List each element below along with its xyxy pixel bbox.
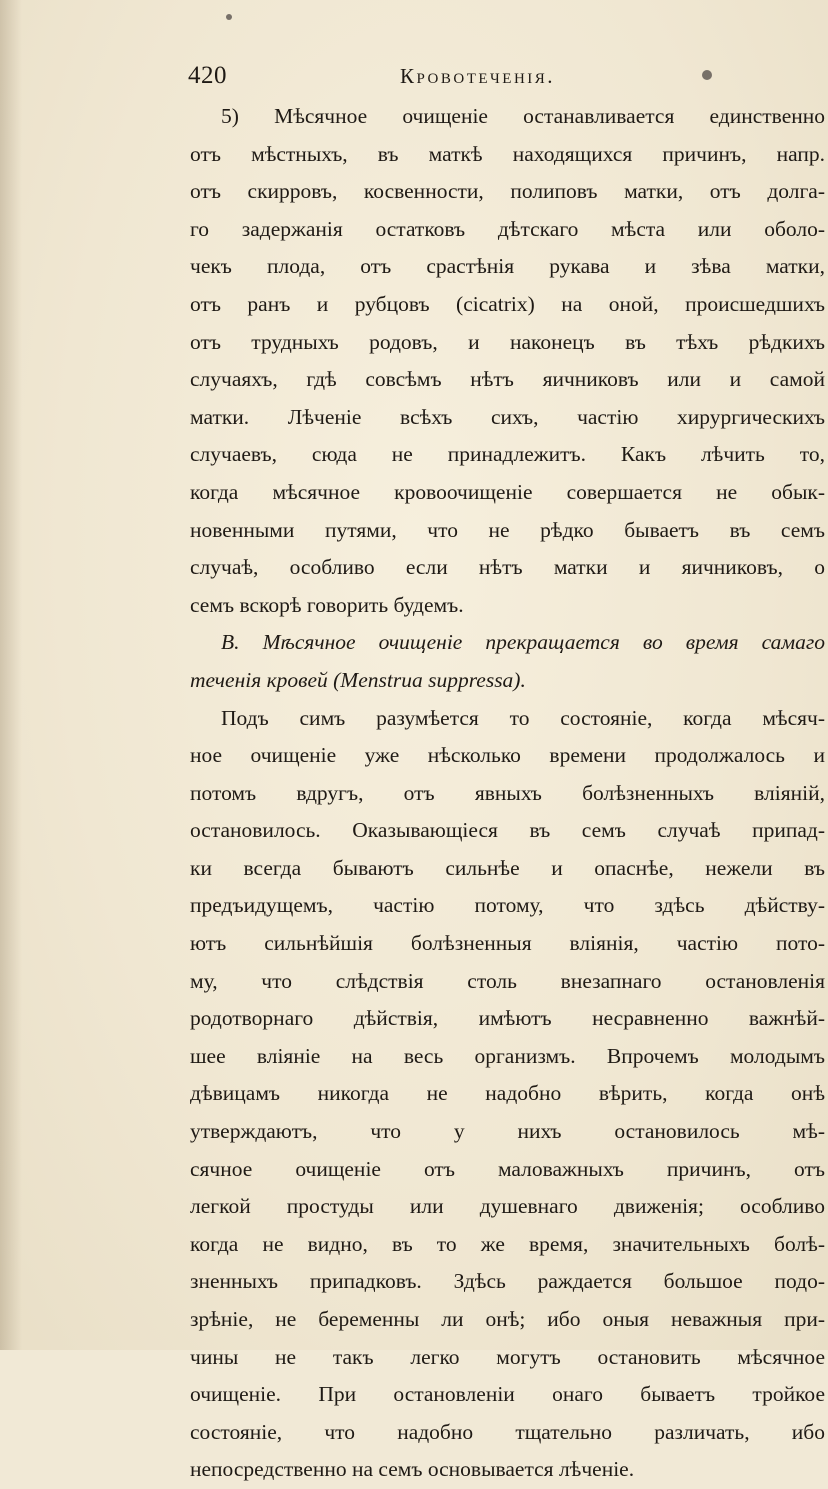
text-line: ютъ сильнѣйшія болѣзненныя вліянія, частію пото- <box>190 931 825 956</box>
text-line: матки. Лѣченіе всѣхъ сихъ, частію хирургическихъ <box>190 404 825 429</box>
text-line: теченія кровей (Menstrua suppressa). <box>190 667 526 692</box>
text-line: легкой простуды или душевнаго движенія; особливо <box>190 1194 825 1219</box>
top-ornament-dot <box>226 14 232 20</box>
text-line: ное очищеніе уже нѣсколько времени продолжалось и <box>190 743 825 768</box>
text-line: утверждаютъ, что у нихъ остановилось мѣ- <box>190 1119 825 1144</box>
text-line: непосредственно на семъ основывается лѣченіе. <box>190 1457 635 1482</box>
text-line: родотворнаго дѣйствія, имѣютъ несравненно важнѣй- <box>190 1006 825 1031</box>
text-line: отъ скирровъ, косвенности, полиповъ матки, отъ долга- <box>190 179 825 204</box>
text-line: случаяхъ, гдѣ совсѣмъ нѣтъ яичниковъ или и самой <box>190 367 825 392</box>
text-line: шее вліяніе на весь организмъ. Впрочемъ молодымъ <box>190 1043 825 1068</box>
text-line: когда не видно, въ то же время, значительныхъ болѣ- <box>190 1231 825 1256</box>
text-line: случаѣ, особливо если нѣтъ матки и яичниковъ, о <box>190 555 825 580</box>
text-line: отъ ранъ и рубцовъ (cicatrix) на оной, происшедшихъ <box>190 291 825 316</box>
running-head: Кровотеченія. <box>400 64 556 88</box>
text-line: 5) Мѣсячное очищеніе останавливается единственно <box>221 104 825 128</box>
text-line: зрѣніе, не беременны ли онѣ; ибо оныя неважныя при- <box>190 1307 825 1331</box>
gutter-shadow <box>0 0 22 1350</box>
text-line: В. Мѣсячное очищеніе прекращается во время самаго <box>221 630 825 655</box>
text-line: когда мѣсячное кровоочищеніе совершается не обык- <box>190 479 825 504</box>
text-line: сячное очищеніе отъ маловажныхъ причинъ, отъ <box>190 1156 825 1181</box>
text-line: потомъ вдругъ, отъ явныхъ болѣзненныхъ вліяній, <box>190 780 825 805</box>
text-line: го задержанія остатковъ дѣтскаго мѣста или оболо- <box>190 216 825 241</box>
text-line: случаевъ, сюда не принадлежитъ. Какъ лѣчить то, <box>190 442 825 467</box>
page-number: 420 <box>188 62 227 89</box>
text-line: отъ мѣстныхъ, въ маткѣ находящихся причинъ, напр. <box>190 141 825 166</box>
text-line: состояніе, что надобно тщательно различать, ибо <box>190 1419 825 1444</box>
text-line: зненныхъ припадковъ. Здѣсь раждается большое подо- <box>190 1269 825 1294</box>
text-line: ки всегда бываютъ сильнѣе и опаснѣе, нежели въ <box>190 855 825 880</box>
text-line: очищеніе. При остановленіи онаго бываетъ тройкое <box>190 1382 825 1407</box>
text-line: остановилось. Оказывающіеся въ семъ случаѣ припад- <box>190 818 825 843</box>
text-line: отъ трудныхъ родовъ, и наконецъ въ тѣхъ рѣдкихъ <box>190 329 825 354</box>
text-line: семъ вскорѣ говорить будемъ. <box>190 592 464 617</box>
text-line: Подъ симъ разумѣется то состояніе, когда мѣсяч- <box>221 705 825 730</box>
header-ornament-dot <box>702 70 712 80</box>
text-line: предъидущемъ, частію потому, что здѣсь дѣйству- <box>190 893 825 918</box>
text-line: дѣвицамъ никогда не надобно вѣрить, когда онѣ <box>190 1081 825 1106</box>
text-line: чекъ плода, отъ срастѣнія рукава и зѣва матки, <box>190 254 825 279</box>
text-line: му, что слѣдствія столь внезапнаго остановленія <box>190 968 825 993</box>
text-line: новенными путями, что не рѣдко бываетъ въ семъ <box>190 517 825 542</box>
body-text <box>190 98 825 1489</box>
text-line: чины не такъ легко могутъ остановить мѣсячное <box>190 1344 825 1369</box>
page-header <box>188 62 628 98</box>
